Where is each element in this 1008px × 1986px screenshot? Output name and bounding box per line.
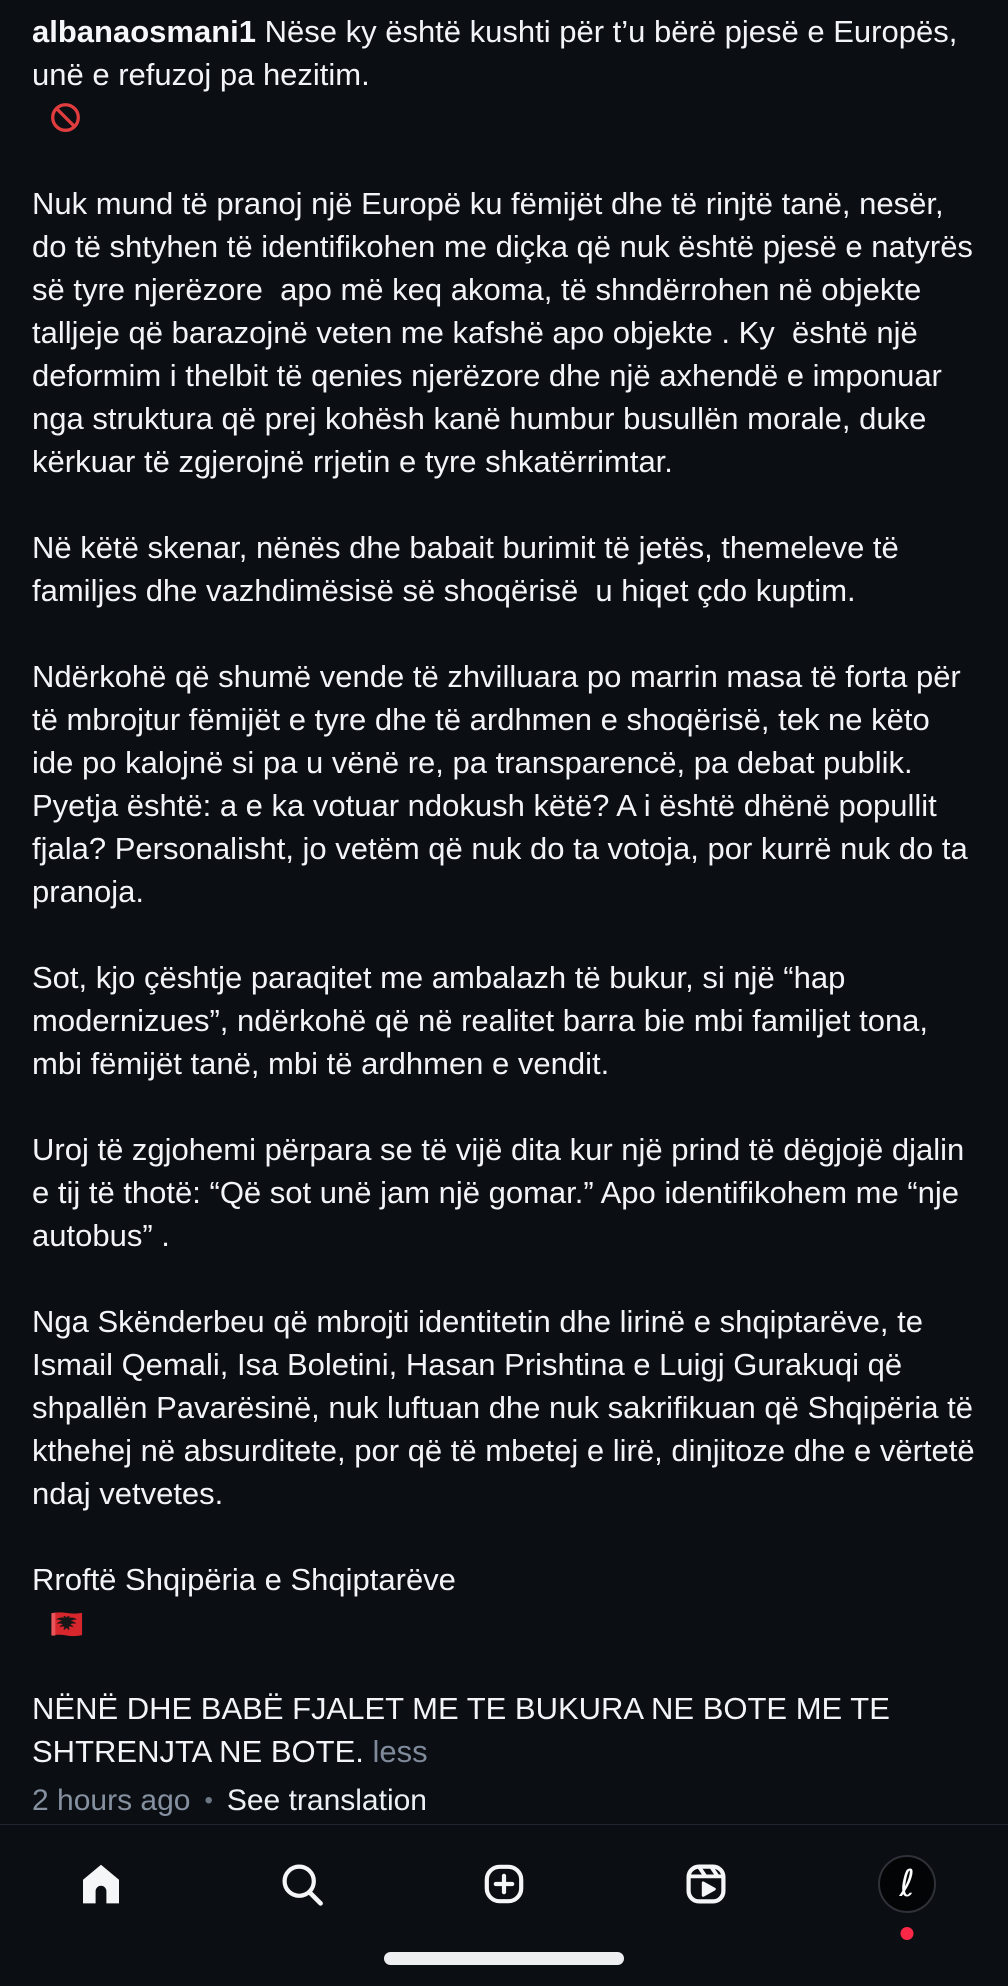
timestamp: 2 hours ago (32, 1784, 191, 1817)
caption-paragraph: Ndërkohë që shumë vende të zhvilluara po marrin masa të forta për të mbrojtur fëmijët e tyre dhe të ardhmen e shoqërisë, tek ne këto ide po kalojnë si pa u vënë re, pa transparencë, pa debat publik. Pyetja është: a e ka votuar ndokush këtë? A i është dhënë popullit fjala? Personalisht, jo vetëm që nuk do ta votoja, por kurrë nuk do ta pranoja. (32, 659, 977, 909)
nav-search[interactable] (202, 1855, 404, 1913)
home-icon (77, 1860, 125, 1908)
nav-reels[interactable] (605, 1855, 807, 1913)
caption-paragraph: Uroj të zgjohemi përpara se të vijë dita kur një prind të dëgjojë djalin e tij të thotë: “Që sot unë jam një gomar.” Apo identifikohem me “nje autobus” . (32, 1132, 973, 1253)
no-entry-icon (49, 101, 82, 134)
caption-paragraph: Nuk mund të pranoj një Europë ku fëmijët dhe të rinjtë tanë, nesër, do të shtyhen të identifikohen me diçka që nuk është pjesë e natyrës së tyre njerëzore apo më keq akoma, të shndërrohen në objekte talljeje që barazojnë veten me kafshë apo objekte . Ky është një deformim i thelbit të qenies njerëzore dhe një axhendë e imponuar nga struktura që prej kohësh kanë humbur busullën morale, duke kërkuar të zgjerojnë rrjetin e tyre shkatërrimtar. (32, 186, 982, 479)
meta-separator: • (204, 1787, 213, 1814)
nav-profile[interactable] (806, 1855, 1008, 1913)
username[interactable]: albanaosmani1 (32, 14, 256, 49)
avatar-logo-glyph: ℓ (899, 1861, 915, 1905)
see-translation-button[interactable]: See translation (227, 1779, 427, 1822)
caption-paragraph: Nga Skënderbeu që mbrojti identitetin dhe lirinë e shqiptarëve, te Ismail Qemali, Isa Boletini, Hasan Prishtina e Luigj Gurakuqi që shpallën Pavarësinë, nuk luftuan dhe nuk sakrifikuan që Shqipëria të kthehej në absurditete, por që të mbetej e lirë, dinjitoze dhe e vërtetë ndaj vetvetes. (32, 1304, 984, 1511)
create-icon (480, 1860, 528, 1908)
search-icon (278, 1860, 326, 1908)
reels-icon (682, 1860, 730, 1908)
notification-dot (901, 1927, 914, 1940)
albanian-flag-icon (49, 1609, 84, 1639)
home-indicator[interactable] (384, 1952, 624, 1965)
nav-home[interactable] (0, 1855, 202, 1913)
less-button[interactable]: less (372, 1734, 428, 1769)
nav-create[interactable] (403, 1855, 605, 1913)
bottom-nav (0, 1824, 1008, 1986)
caption-paragraph: Në këtë skenar, nënës dhe babait burimit të jetës, themeleve të familjes dhe vazhdimësisë së shoqërisë u hiqet çdo kuptim. (32, 530, 908, 608)
caption-paragraph: albanaosmani1 Nëse ky është kushti për t’u bërë pjesë e Europës, unë e refuzoj pa hezitim. (32, 10, 978, 139)
post-meta (0, 1773, 1008, 1822)
caption-paragraph: Rroftë Shqipëria e Shqiptarëve (32, 1558, 978, 1644)
caption-paragraph: Sot, kjo çështje paraqitet me ambalazh të bukur, si një “hap modernizues”, ndërkohë që në realitet barra bie mbi familjet tona, mbi fëmijët tanë, mbi të ardhmen e vendit. (32, 960, 937, 1081)
caption-paragraph: NËNË DHE BABË FJALET ME TE BUKURA NE BOTE ME TE SHTRENJTA NE BOTE. less (32, 1691, 899, 1769)
profile-avatar (878, 1855, 936, 1913)
